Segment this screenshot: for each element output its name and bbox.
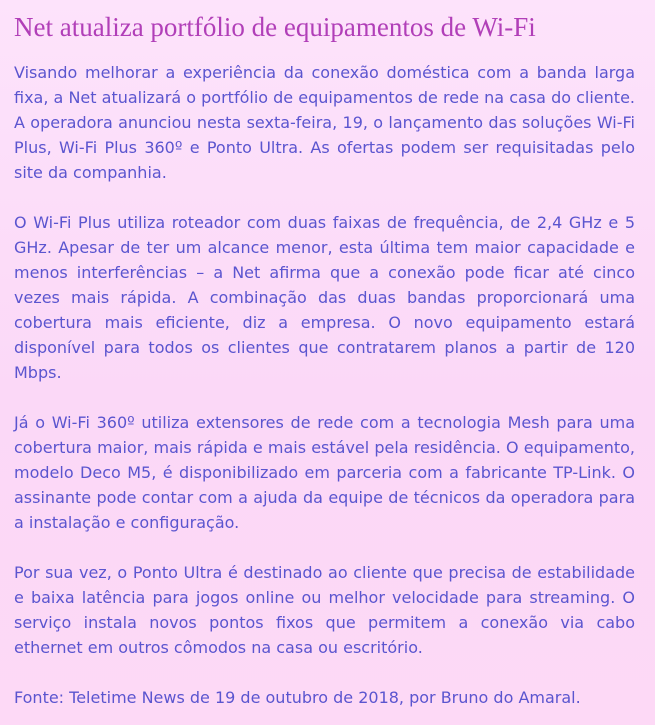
article-paragraph-2: O Wi-Fi Plus utiliza roteador com duas faixas de frequência, de 2,4 GHz e 5 GHz. Apesar de ter um alcance menor, esta última tem maior capacidade e menos interferências – a Net afirma que a conexão pode ficar até cinco vezes mais rápida. A combinação das duas bandas proporcionará uma cobertura mais eficiente, diz a empresa. O novo equipamento estará disponível para todos os clientes que contratarem planos a partir de 120 Mbps. xyxy=(14,213,635,382)
article-paragraph-3: Já o Wi-Fi 360º utiliza extensores de rede com a tecnologia Mesh para uma cobertura maior, mais rápida e mais estável pela residência. O equipamento, modelo Deco M5, é disponibilizado em parceria com a fabricante TP-Link. O assinante pode contar com a ajuda da equipe de técnicos da operadora para a instalação e configuração. xyxy=(14,413,635,532)
article-title: Net atualiza portfólio de equipamentos de Wi-Fi xyxy=(14,12,536,42)
article-source: Fonte: Teletime News de 19 de outubro de 2018, por Bruno do Amaral. xyxy=(14,688,581,707)
article-paragraph-4: Por sua vez, o Ponto Ultra é destinado ao cliente que precisa de estabilidade e baixa latência para jogos online ou melhor velocidade para streaming. O serviço instala novos pontos fixos que permitem a conexão via cabo ethernet em outros cômodos na casa ou escritório. xyxy=(14,563,635,657)
article-paragraph-1: Visando melhorar a experiência da conexão doméstica com a banda larga fixa, a Net atualizará o portfólio de equipamentos de rede na casa do cliente. A operadora anunciou nesta sexta-feira, 19, o lançamento das soluções Wi-Fi Plus, Wi-Fi Plus 360º e Ponto Ultra. As ofertas podem ser requisitadas pelo site da companhia. xyxy=(14,63,635,182)
